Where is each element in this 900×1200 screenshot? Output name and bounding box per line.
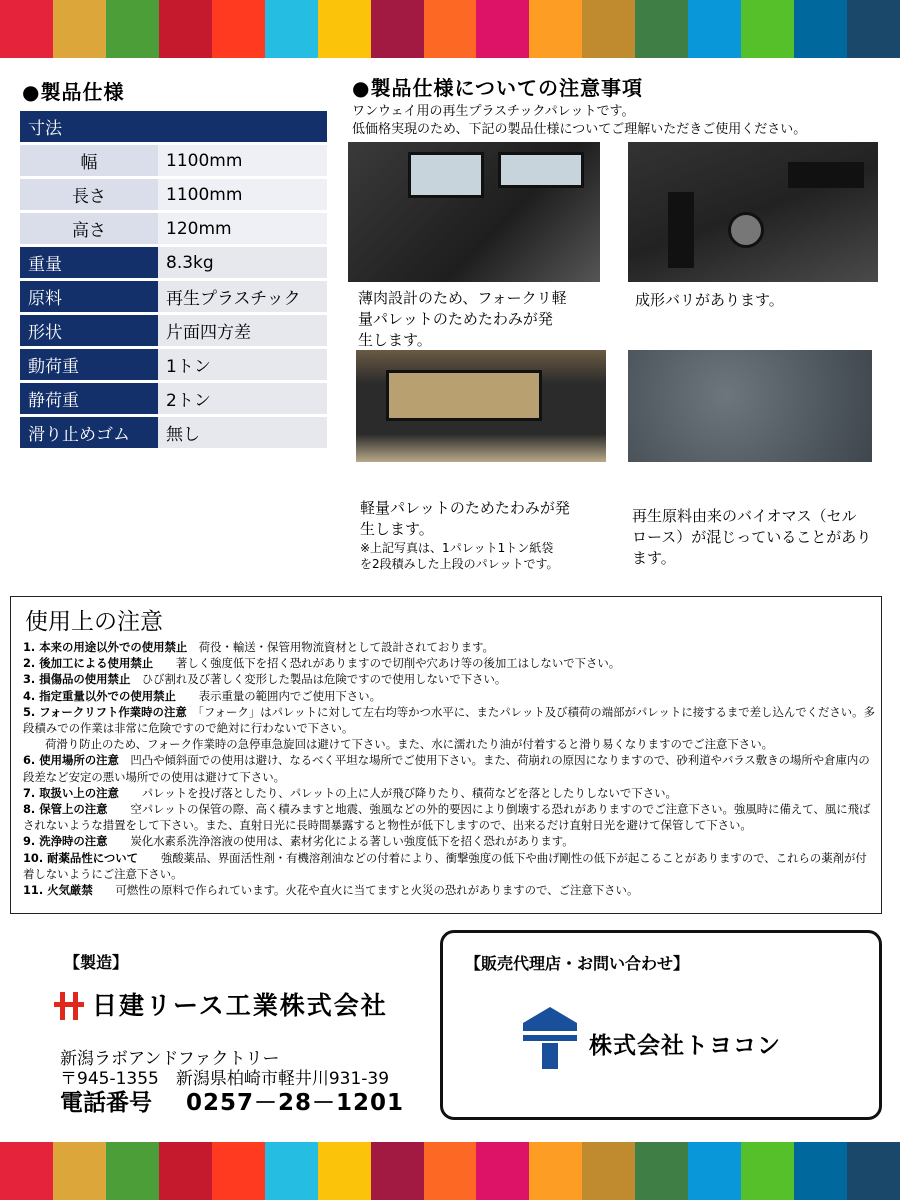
spec-label: 動荷重: [20, 349, 158, 380]
spec-table: [20, 108, 327, 451]
spec-label: 長さ: [20, 179, 158, 210]
usage-item-text: ひび割れ及び著しく変形した製品は危険ですので使用しないで下さい。: [130, 672, 507, 687]
usage-item-heading: 8. 保管上の注意: [23, 802, 108, 817]
photo4-caption: [632, 506, 871, 569]
usage-item-text: 荷役・輸送・保管用物流資材として設計されております。: [187, 640, 494, 654]
spec-label: 幅: [20, 145, 158, 176]
photo1-caption: [358, 288, 567, 351]
spec-label: 原料: [20, 281, 158, 312]
caption-line: 生します。: [360, 520, 434, 538]
usage-item-text: 「フォーク」はパレットに対して左右均等かつ水平に、またパレット及び積荷の端部がパレットに接するまで差し込んでください。多段積みでの作業は非常に危険ですので絶対に行わないで下さい。: [23, 704, 875, 736]
usage-item-heading: 9. 洗浄時の注意: [23, 834, 108, 849]
spec-row: [20, 281, 327, 312]
spec-row: [20, 145, 327, 176]
usage-item: [23, 785, 875, 801]
stripe-segment: [424, 0, 477, 58]
caption-line: ます。: [632, 549, 676, 567]
usage-item: [23, 752, 875, 784]
usage-item: [23, 688, 875, 704]
usage-item: [23, 882, 875, 898]
stripe-segment: [0, 1142, 53, 1200]
stripe-segment: [582, 1142, 635, 1200]
usage-item-heading: 5. フォークリフト作業時の注意: [23, 704, 187, 719]
usage-item-heading: 11. 火気厳禁: [23, 883, 93, 898]
usage-item-text: パレットを投げ落としたり、パレットの上に人が飛び降りたり、積荷などを落としたりしないで下さい。: [118, 785, 677, 800]
usage-item-text: 凹凸や傾斜面での使用は避け、なるべく平坦な場所でご使用下さい。また、荷崩れの原因になりますので、砂利道やバラス敷きの場所や倉庫内の段差など安定の悪い場所での使用は避けて下さい。: [23, 753, 870, 784]
stripe-segment: [371, 1142, 424, 1200]
spec-row: [20, 383, 327, 414]
notes-intro: [352, 103, 806, 139]
stripe-segment: [0, 0, 53, 58]
dealer-box: [440, 930, 882, 1120]
nikken-logo-icon: [52, 988, 86, 1022]
usage-item-heading: 4. 指定重量以外での使用禁止: [23, 688, 176, 703]
stripe-segment: [106, 1142, 159, 1200]
stripe-segment: [688, 0, 741, 58]
intro-line: 低価格実現のため、下記の製品仕様についてご理解いただきご使用ください。: [352, 122, 807, 137]
usage-item-text: 空パレットの保管の際、高く積みますと地震、強風などの外的要因により倒壊する恐れがありますのでご注意下さい。強風時に備えて、風に飛ばされないような措置をして下さい。また、直射日光に長時間暴露すると物性が低下しますので、出来るだけ直射日光を避けて保管して下さい。: [23, 802, 871, 833]
stripe-segment: [371, 0, 424, 58]
notes-title: ●製品仕様についての注意事項: [352, 76, 644, 100]
spec-row: [20, 247, 327, 278]
usage-item-heading: 3. 損傷品の使用禁止: [23, 672, 131, 687]
stripe-segment: [476, 0, 529, 58]
spec-value: [158, 111, 327, 142]
usage-item-text: 著しく強度低下を招く恐れがありますので切削や穴あけ等の後加工はしないで下さい。: [153, 656, 621, 671]
usage-item: [23, 801, 875, 833]
usage-item-text: 炭化水素系洗浄溶液の使用は、素材劣化による著しい強度低下を招く恐れがあります。: [107, 834, 574, 849]
spec-value: 120mm: [158, 213, 327, 244]
stripe-segment: [318, 1142, 371, 1200]
stripe-segment: [529, 1142, 582, 1200]
caption-line: 薄肉設計のため、フォークリ軽: [358, 289, 567, 307]
spec-value: 片面四方差: [158, 315, 327, 346]
pallet-screw: [728, 212, 764, 248]
spec-title: ●製品仕様: [22, 80, 125, 104]
usage-item-text: 可燃性の原料で作られています。火花や直火に当てますと火災の恐れがありますので、ご注意下さい。: [92, 883, 639, 898]
spec-label: 静荷重: [20, 383, 158, 414]
usage-item-extra: 荷滑り防止のため、フォーク作業時の急停車急旋回は避けて下さい。また、水に濡れたり油が付着すると滑り易くなりますのでご注意下さい。: [45, 737, 773, 752]
phone-number: 0257－28－1201: [186, 1090, 405, 1116]
usage-item-heading: 7. 取扱い上の注意: [23, 785, 119, 800]
stripe-segment: [212, 0, 265, 58]
spec-value: 1トン: [158, 349, 327, 380]
stripe-segment: [741, 1142, 794, 1200]
caption-line: 量パレットのためたわみが発: [358, 310, 553, 328]
pallet-opening: [498, 152, 584, 188]
manufacturer-label: 【製造】: [64, 953, 129, 972]
spec-value: 1100mm: [158, 145, 327, 176]
caption-line: 成形バリがあります。: [635, 291, 784, 309]
usage-item: [23, 850, 875, 882]
stripe-segment: [318, 0, 371, 58]
photo2-caption: [635, 290, 784, 311]
stripe-segment: [106, 0, 159, 58]
usage-list: [23, 639, 875, 898]
usage-item: [23, 833, 875, 849]
dealer-name: 株式会社トヨコン: [589, 1033, 781, 1059]
usage-item-heading: 10. 耐薬品性について: [23, 850, 139, 865]
stripe-segment: [582, 0, 635, 58]
usage-notes-box: [10, 596, 882, 914]
stripe-segment: [847, 1142, 900, 1200]
stripe-segment: [159, 1142, 212, 1200]
manufacturer-address: 〒945-1355 新潟県柏崎市軽井川931-39: [60, 1069, 390, 1089]
usage-item: [23, 655, 875, 671]
stripe-segment: [265, 1142, 318, 1200]
spec-value: 再生プラスチック: [158, 281, 327, 312]
spec-row: [20, 417, 327, 448]
spec-row: [20, 315, 327, 346]
caption-note: ※上記写真は、1パレット1トン紙袋: [360, 541, 554, 555]
manufacturer-factory: 新潟ラボアンドファクトリー: [60, 1049, 280, 1069]
stripe-segment: [794, 0, 847, 58]
pallet-slot: [788, 162, 864, 188]
spec-value: 8.3kg: [158, 247, 327, 278]
stripe-segment: [635, 1142, 688, 1200]
biomass-surface-photo: [628, 350, 872, 462]
pallet-opening: [408, 152, 484, 198]
caption-line: 再生原料由来のバイオマス（セル: [632, 507, 857, 525]
top-color-stripe: [0, 0, 900, 58]
molding-burr-photo: [628, 142, 878, 282]
caption-line: ロース）が混じっていることがあり: [632, 528, 872, 546]
manufacturer-name: 日建リース工業株式会社: [92, 991, 388, 1020]
usage-item: [23, 704, 875, 753]
stripe-segment: [741, 0, 794, 58]
stripe-segment: [688, 1142, 741, 1200]
photo3-caption: [360, 498, 570, 572]
stripe-segment: [424, 1142, 477, 1200]
spec-label: 滑り止めゴム: [20, 417, 158, 448]
spec-label: 重量: [20, 247, 158, 278]
stripe-segment: [476, 1142, 529, 1200]
stripe-segment: [794, 1142, 847, 1200]
spec-label: 高さ: [20, 213, 158, 244]
pallet-slot: [668, 192, 694, 268]
spec-value: 1100mm: [158, 179, 327, 210]
pallet-opening: [386, 370, 542, 421]
spec-row: [20, 179, 327, 210]
dealer-label: 【販売代理店・お問い合わせ】: [465, 954, 690, 973]
usage-item-heading: 2. 後加工による使用禁止: [23, 656, 154, 671]
usage-title: 使用上の注意: [25, 609, 163, 635]
spec-row: [20, 111, 327, 142]
stripe-segment: [53, 0, 106, 58]
phone-label: 電話番号: [60, 1090, 152, 1116]
stripe-segment: [53, 1142, 106, 1200]
stripe-segment: [159, 0, 212, 58]
usage-item: [23, 671, 875, 687]
usage-item-heading: 6. 使用場所の注意: [23, 753, 119, 768]
usage-item: [23, 639, 875, 655]
usage-item-text: 強酸薬品、界面活性剤・有機溶剤油などの付着により、衝撃強度の低下や曲げ剛性の低下が起こることがありますので、これらの薬剤が付着しないようにご注意下さい。: [23, 850, 867, 881]
spec-row: [20, 349, 327, 380]
spec-row: [20, 213, 327, 244]
spec-value: 無し: [158, 417, 327, 448]
stripe-segment: [212, 1142, 265, 1200]
caption-note: を2段積みした上段のパレットです。: [360, 557, 559, 571]
thin-wall-photo: [348, 142, 600, 282]
stripe-segment: [847, 0, 900, 58]
spec-label: 形状: [20, 315, 158, 346]
stripe-segment: [529, 0, 582, 58]
intro-line: ワンウェイ用の再生プラスチックパレットです。: [352, 104, 635, 119]
toyocon-logo-icon: [521, 1005, 579, 1071]
stripe-segment: [265, 0, 318, 58]
usage-item-heading: 1. 本来の用途以外での使用禁止: [23, 640, 188, 654]
caption-line: 生します。: [358, 331, 432, 349]
spec-value: 2トン: [158, 383, 327, 414]
stripe-segment: [635, 0, 688, 58]
spec-label: 寸法: [20, 111, 158, 142]
bottom-color-stripe: [0, 1142, 900, 1200]
caption-line: 軽量パレットのためたわみが発: [360, 499, 570, 517]
usage-item-text: 表示重量の範囲内でご使用下さい。: [175, 688, 381, 703]
deflection-photo: [356, 350, 606, 462]
